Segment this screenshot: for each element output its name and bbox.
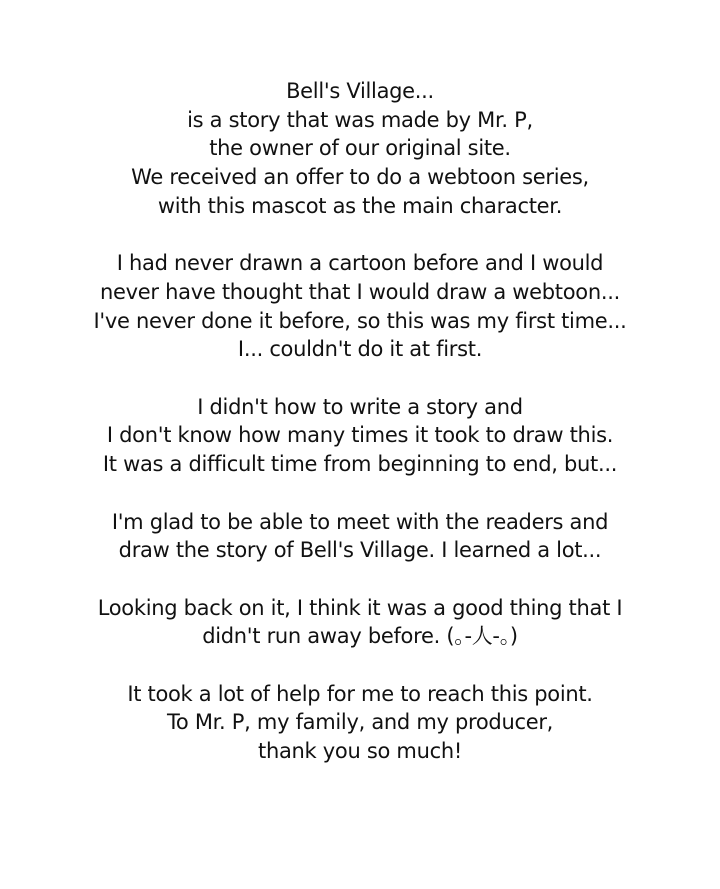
- text-line: I'm glad to be able to meet with the readers and: [111, 509, 609, 534]
- afterword-text: [0, 77, 720, 766]
- text-line: I had never drawn a cartoon before and I would: [116, 251, 604, 276]
- text-line: with this mascot as the main character.: [157, 193, 563, 218]
- paragraph-looking-back: [0, 594, 720, 651]
- text-line: I've never done it before, so this was my first time...: [93, 308, 627, 333]
- text-line: We received an offer to do a webtoon series,: [131, 165, 589, 190]
- paragraph-first-time: [0, 249, 720, 364]
- paragraph-difficulty: [0, 393, 720, 479]
- text-line: I... couldn't do it at first.: [237, 337, 483, 362]
- paragraph-intro: [0, 77, 720, 221]
- text-line: draw the story of Bell's Village. I learned a lot...: [118, 538, 602, 563]
- text-line: thank you so much!: [258, 739, 462, 764]
- text-line: is a story that was made by Mr. P,: [187, 107, 533, 132]
- text-line: It was a difficult time from beginning to end, but...: [102, 452, 618, 477]
- text-line: the owner of our original site.: [209, 136, 511, 161]
- text-line: I don't know how many times it took to draw this.: [106, 423, 614, 448]
- text-line: never have thought that I would draw a webtoon...: [100, 279, 620, 304]
- text-line: I didn't how to write a story and: [197, 394, 523, 419]
- text-line: To Mr. P, my family, and my producer,: [166, 710, 554, 735]
- text-line: Bell's Village...: [286, 79, 434, 103]
- text-line: Looking back on it, I think it was a good thing that I: [97, 595, 623, 620]
- text-line: It took a lot of help for me to reach this point.: [127, 681, 593, 706]
- paragraph-thanks: [0, 680, 720, 766]
- paragraph-gratitude-readers: [0, 508, 720, 565]
- text-line: didn't run away before. (｡-人-｡): [202, 624, 518, 649]
